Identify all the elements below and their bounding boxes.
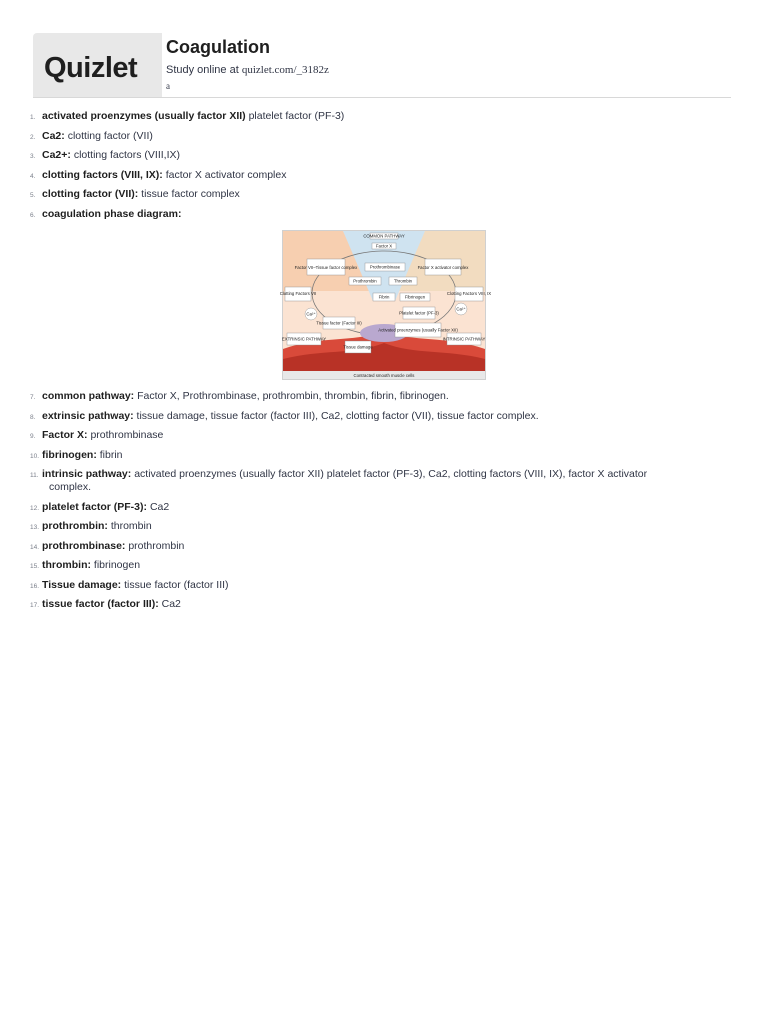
diagram-factor-x: Factor X	[375, 243, 393, 249]
term-item	[30, 208, 730, 221]
term-definition: activated proenzymes (usually factor XII) platelet factor (PF-3), Ca2, clotting factors (VIII, IX), factor X activator	[134, 468, 648, 480]
term-name: platelet factor (PF-3):	[42, 500, 148, 513]
term-number: 2.	[30, 133, 36, 141]
term-name: prothrombinase:	[42, 539, 126, 552]
term-item	[30, 169, 730, 182]
term-item	[30, 598, 730, 611]
term-definition: tissue factor (factor III)	[124, 578, 229, 591]
term-number: 12.	[30, 504, 40, 512]
term-name: prothrombin:	[42, 520, 108, 532]
term-definition: prothrombinase	[90, 429, 164, 441]
term-item	[30, 110, 730, 123]
page-title: Coagulation	[166, 37, 270, 57]
term-name: common pathway:	[42, 390, 135, 402]
term-number: 3.	[30, 153, 36, 160]
diagram-common-pathway: COMMON PATHWAY	[363, 233, 405, 239]
term-definition: platelet factor (PF-3)	[248, 110, 345, 122]
term-definition: thrombin	[110, 520, 152, 532]
term-number: 5.	[30, 192, 36, 199]
term-item	[30, 130, 730, 143]
term-item	[30, 429, 730, 442]
study-online-line	[166, 64, 329, 76]
term-number: 4.	[30, 172, 36, 180]
term-number: 8.	[30, 413, 36, 421]
diagram-factor-vii-complex: Factor VII–Tissue factor complex	[294, 265, 358, 270]
diagram-tissue-damage: Tissue damage	[343, 344, 373, 350]
term-name: coagulation phase diagram:	[42, 207, 182, 220]
term-number: 11.	[30, 472, 39, 479]
term-definition: tissue damage, tissue factor (factor III), Ca2, clotting factor (VII), tissue factor complex.	[136, 409, 539, 422]
term-definition: factor X activator complex	[165, 168, 287, 181]
term-item	[30, 559, 730, 572]
diagram-thrombin: Thrombin	[393, 278, 413, 284]
term-item	[30, 501, 730, 514]
term-item	[30, 520, 730, 533]
term-definition: prothrombin	[128, 539, 185, 552]
term-name: fibrinogen:	[42, 448, 97, 461]
diagram-activated-proenzymes: Activated proenzymes (usually Factor XII)	[378, 327, 458, 333]
header-divider	[33, 97, 731, 98]
term-name: Tissue damage:	[42, 578, 122, 591]
term-number: 15.	[30, 563, 40, 570]
term-name: Ca2:	[42, 129, 65, 142]
diagram-ca-right: Ca²⁺	[456, 306, 466, 312]
diagram-intrinsic-pathway: INTRINSIC PATHWAY	[442, 336, 486, 342]
term-definition: Ca2	[149, 500, 170, 513]
diagram-fibrin: Fibrin	[378, 294, 390, 300]
term-number: 7.	[30, 394, 36, 401]
term-name: tissue factor (factor III):	[42, 598, 159, 610]
diagram-extrinsic-pathway: EXTRINSIC PATHWAY	[281, 336, 327, 342]
term-name: thrombin:	[42, 559, 91, 571]
study-prefix: Study online at	[166, 64, 242, 76]
term-name: clotting factors (VIII, IX):	[42, 168, 163, 181]
diagram-tissue-factor: Tissue factor (Factor III)	[316, 320, 362, 326]
diagram-clotting-factors-vii: Clotting Factors VII	[279, 291, 317, 296]
diagram-prothrombin: Prothrombin	[353, 278, 377, 284]
term-number: 6.	[30, 211, 36, 219]
term-definition: fibrinogen	[93, 559, 141, 571]
term-item	[30, 410, 730, 423]
diagram-ca-left: Ca²⁺	[306, 311, 316, 317]
term-definition-continued: complex.	[49, 481, 92, 493]
author-name: a	[166, 81, 170, 91]
term-definition: clotting factor (VII)	[67, 129, 153, 142]
term-name: activated proenzymes (usually factor XII)	[42, 110, 246, 122]
term-definition: Ca2	[161, 598, 181, 610]
term-definition: clotting factors (VIII,IX)	[73, 149, 181, 161]
diagram-prothrombinase: Prothrombinase	[369, 264, 401, 270]
term-item	[30, 390, 730, 403]
term-number: 10.	[30, 452, 40, 460]
diagram-platelet-factor: Platelet factor (PF-3)	[399, 310, 439, 316]
quizlet-logo	[33, 33, 162, 97]
term-definition: fibrin	[99, 448, 123, 461]
diagram-smooth-muscle: Contracted smooth muscle cells	[353, 373, 415, 378]
term-definition: tissue factor complex	[141, 188, 240, 200]
term-number: 1.	[30, 114, 36, 121]
term-number: 13.	[30, 524, 40, 531]
term-item	[30, 579, 730, 592]
term-number: 9.	[30, 433, 36, 440]
diagram-factor-x-activator: Factor X activator complex	[417, 265, 469, 270]
term-number: 14.	[30, 543, 40, 551]
term-item	[30, 149, 730, 162]
term-item	[30, 188, 730, 201]
brand-logo-text: Quizlet	[44, 52, 138, 84]
term-item	[30, 449, 730, 462]
term-item	[30, 540, 730, 553]
diagram-clotting-factors-viii-ix: Clotting Factors VIII, IX	[446, 291, 492, 296]
term-name: Factor X:	[42, 429, 88, 441]
study-url-link[interactable]: quizlet.com/_3182z	[241, 64, 329, 76]
term-number: 17.	[30, 602, 40, 609]
term-name: extrinsic pathway:	[42, 409, 134, 422]
diagram-fibrinogen: Fibrinogen	[404, 294, 426, 300]
coagulation-phase-diagram	[279, 230, 492, 380]
term-number: 16.	[30, 582, 40, 590]
term-name: intrinsic pathway:	[42, 468, 132, 480]
term-name: clotting factor (VII):	[42, 188, 139, 200]
term-item	[30, 468, 730, 494]
term-definition: Factor X, Prothrombinase, prothrombin, thrombin, fibrin, fibrinogen.	[137, 390, 449, 402]
term-name: Ca2+:	[42, 149, 71, 161]
